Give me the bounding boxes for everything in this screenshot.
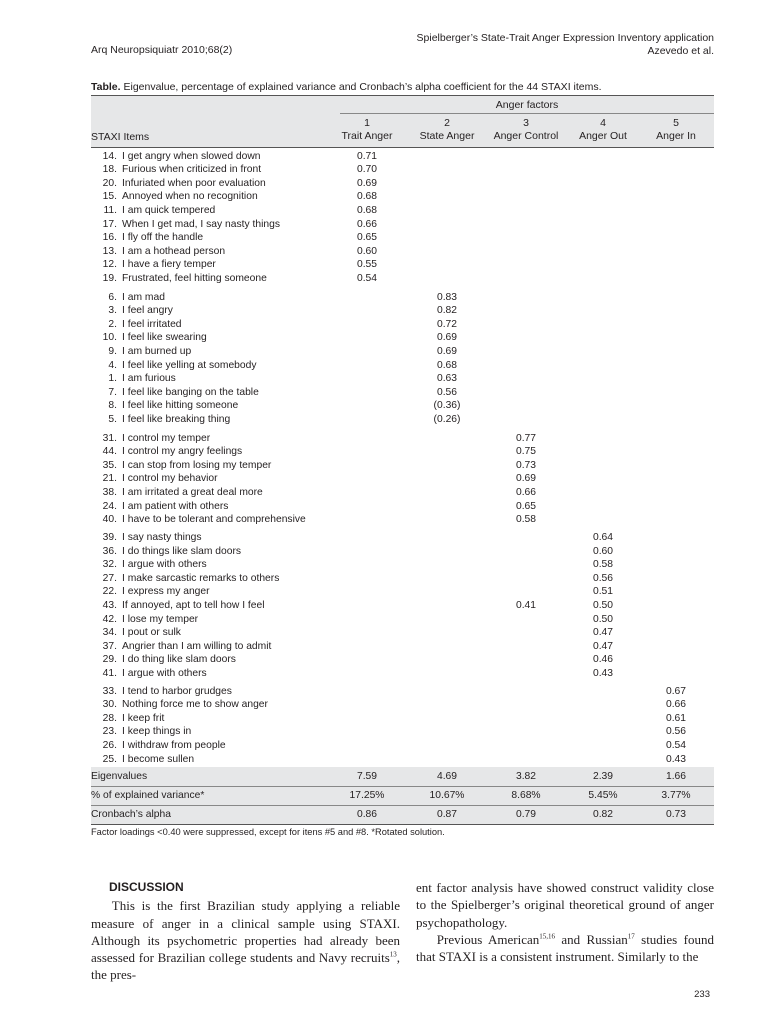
item-number: 20. <box>102 177 117 189</box>
factor-loading: 0.73 <box>515 459 537 471</box>
item-text: Frustrated, feel hitting someone <box>122 272 267 284</box>
item-number: 33. <box>102 685 117 697</box>
table-row <box>91 572 714 586</box>
factor-loading: 0.51 <box>592 586 614 598</box>
journal-citation: Arq Neuropsiquiatr 2010;68(2) <box>91 44 233 56</box>
factor-loading: 0.50 <box>592 613 614 625</box>
staxi-items-header: STAXI Items <box>91 131 150 143</box>
item-number: 10. <box>102 332 117 344</box>
item-text: I feel irritated <box>122 318 182 330</box>
factor-loading: 0.71 <box>356 150 378 162</box>
table-row <box>91 599 714 613</box>
item-text: I say nasty things <box>122 532 202 543</box>
item-number: 19. <box>102 272 117 284</box>
item-text: When I get mad, I say nasty things <box>122 218 280 230</box>
item-number: 25. <box>102 753 117 765</box>
table-row <box>91 413 714 427</box>
item-number: 5. <box>108 413 117 425</box>
discussion-heading: DISCUSSION <box>109 880 184 894</box>
table-row <box>91 150 714 164</box>
discussion-paragraph-1: This is the first Brazilian study applying a reliable measure of anger in a clinical sample using STAXI. Although its psychometric properties had already been assessed for Brazilian college students and Navy recruits$^{13}$, the pres- <box>91 898 400 983</box>
item-number: 18. <box>102 164 117 176</box>
summary-value: 2.39 <box>592 771 614 782</box>
item-number: 6. <box>108 291 117 303</box>
table-row <box>91 445 714 459</box>
table-row <box>91 685 714 699</box>
discussion-column-1 <box>91 879 400 984</box>
table-row <box>91 613 714 627</box>
factor-loading: (0.36) <box>433 400 461 412</box>
item-text: I am patient with others <box>122 500 229 512</box>
caption-label: Table. <box>91 81 121 93</box>
factor-loading: 0.72 <box>436 318 458 330</box>
item-text: I control my temper <box>122 432 211 444</box>
item-number: 8. <box>108 400 117 412</box>
item-text: I keep frit <box>122 712 165 724</box>
item-text: I fly off the handle <box>122 232 204 244</box>
summary-value: 5.45% <box>588 790 618 801</box>
item-text: Annoyed when no recognition <box>122 191 258 203</box>
item-number: 17. <box>102 218 117 230</box>
item-text: I get angry when slowed down <box>122 150 261 162</box>
item-text: Nothing force me to show anger <box>122 699 268 711</box>
factor-loading: 0.47 <box>592 640 614 652</box>
table-row <box>91 318 714 332</box>
item-number: 12. <box>102 259 117 271</box>
discussion-paragraph-3: Previous American$^{15,16}$ and Russian$^{17}$ studies found that STAXI is a consistent instrument. Similarly to the <box>416 931 714 965</box>
factor-number: 3 <box>523 117 529 129</box>
item-number: 4. <box>108 359 117 371</box>
factor-loading: 0.41 <box>515 600 537 611</box>
item-text: I have a fiery temper <box>122 259 216 271</box>
summary-value: 1.66 <box>665 771 687 782</box>
item-text: I have to be tolerant and comprehensive <box>122 514 306 526</box>
item-text: I become sullen <box>122 753 195 765</box>
article-title: Spielberger’s State-Trait Anger Expression Inventory application <box>416 32 714 44</box>
item-text: I do thing like slam doors <box>122 654 236 666</box>
table-row <box>91 231 714 245</box>
item-number: 9. <box>108 345 117 357</box>
item-text: I argue with others <box>122 668 207 679</box>
item-number: 14. <box>102 150 117 162</box>
item-text: I am a hothead person <box>122 245 226 257</box>
factor-name: Anger Out <box>579 129 627 142</box>
item-number: 37. <box>102 640 117 652</box>
table-row <box>91 432 714 446</box>
factor-loading: 0.55 <box>356 259 378 271</box>
table-row <box>91 486 714 500</box>
factor-name: Trait Anger <box>341 129 393 142</box>
table-row <box>91 531 714 545</box>
table-row <box>91 331 714 345</box>
item-number: 28. <box>102 712 117 724</box>
factor-loading: 0.66 <box>665 699 687 711</box>
item-text: Angrier than I am willing to admit <box>122 640 272 652</box>
factor-loading: 0.66 <box>515 486 537 498</box>
item-number: 38. <box>102 486 117 498</box>
factor-loading: 0.82 <box>436 305 458 317</box>
item-text: I express my anger <box>122 586 210 598</box>
item-text: If annoyed, apt to tell how I feel <box>122 600 265 611</box>
item-number: 29. <box>102 654 117 666</box>
anger-factors-header: Anger factors <box>495 99 559 111</box>
summary-value: 0.82 <box>592 809 614 820</box>
item-text: I can stop from losing my temper <box>122 459 272 471</box>
item-number: 7. <box>108 386 117 398</box>
item-text: I lose my temper <box>122 613 199 625</box>
item-number: 3. <box>108 305 117 317</box>
table-row <box>91 472 714 486</box>
table-row <box>91 725 714 739</box>
discussion-paragraph-2: ent factor analysis have showed construct validity close to the Spielberger’s original theoretical ground of anger psychopathology. <box>416 880 714 930</box>
summary-value: 17.25% <box>349 790 385 801</box>
item-text: I pout or sulk <box>122 627 181 639</box>
table-row <box>91 653 714 667</box>
summary-value: 3.77% <box>661 790 691 801</box>
factor-loading: 0.67 <box>665 685 687 697</box>
item-number: 35. <box>102 459 117 471</box>
item-number: 13. <box>102 245 117 257</box>
item-number: 16. <box>102 232 117 244</box>
factor-number: 5 <box>673 117 679 129</box>
factor-loading: 0.43 <box>592 668 614 679</box>
summary-label: % of explained variance* <box>91 790 205 801</box>
table-row <box>91 585 714 599</box>
factor-name: State Anger <box>419 129 475 142</box>
table-row <box>91 291 714 305</box>
item-text: I feel like yelling at somebody <box>122 359 257 371</box>
item-number: 30. <box>102 699 117 711</box>
item-number: 32. <box>102 559 117 571</box>
table-row <box>91 258 714 272</box>
table-row <box>91 190 714 204</box>
factor-loading: 0.58 <box>592 559 614 571</box>
item-text: I am mad <box>122 291 165 303</box>
summary-label: Eigenvalues <box>91 771 148 782</box>
table-row <box>91 739 714 753</box>
table-row <box>91 345 714 359</box>
table-row <box>91 372 714 386</box>
table-row <box>91 399 714 413</box>
table-row <box>91 753 714 767</box>
summary-value: 0.86 <box>356 809 378 820</box>
factor-loading: 0.69 <box>436 332 458 344</box>
item-text: I control my behavior <box>122 473 218 485</box>
item-text: Infuriated when poor evaluation <box>122 177 266 189</box>
item-text: I control my angry feelings <box>122 446 243 458</box>
factor-loading: 0.60 <box>592 545 614 557</box>
factor-loading: 0.56 <box>592 572 614 584</box>
factor-loading: 0.75 <box>515 446 537 458</box>
factor-loading: 0.56 <box>665 726 687 738</box>
item-text: I tend to harbor grudges <box>122 685 232 697</box>
factor-loading: 0.64 <box>592 532 614 543</box>
factor-loading: 0.69 <box>515 473 537 485</box>
item-text: I feel like swearing <box>122 332 207 344</box>
item-text: Furious when criticized in front <box>122 164 262 176</box>
factor-loading: 0.66 <box>356 218 378 230</box>
summary-label: Cronbach’s alpha <box>91 809 171 820</box>
table-footnote: Factor loadings <0.40 were suppressed, except for itens #5 and #8. *Rotated solution. <box>91 827 445 837</box>
table-row <box>91 218 714 232</box>
table-row <box>91 545 714 559</box>
summary-row <box>91 806 714 824</box>
authors: Azevedo et al. <box>647 45 714 57</box>
item-number: 23. <box>102 726 117 738</box>
factor-loading: 0.46 <box>592 654 614 666</box>
factor-loading: 0.68 <box>436 359 458 371</box>
summary-value: 7.59 <box>356 771 378 782</box>
table-row <box>91 712 714 726</box>
item-number: 44. <box>102 446 117 458</box>
summary-value: 0.79 <box>515 809 537 820</box>
factor-loading: 0.65 <box>356 232 378 244</box>
item-text: I argue with others <box>122 559 207 571</box>
table-row <box>91 272 714 286</box>
item-number: 15. <box>102 191 117 203</box>
factor-loading: 0.56 <box>436 386 458 398</box>
item-number: 11. <box>103 204 117 216</box>
factor-loading: 0.83 <box>436 291 458 303</box>
factor-loading: 0.60 <box>356 245 378 257</box>
caption-text: Eigenvalue, percentage of explained variance and Cronbach’s alpha coefficient for the 44 STAXI items. <box>120 81 602 93</box>
table-row <box>91 304 714 318</box>
item-number: 27. <box>102 572 117 584</box>
item-text: I am furious <box>122 373 176 385</box>
factor-loading: 0.43 <box>665 753 687 765</box>
summary-value: 3.82 <box>515 771 537 782</box>
table-row <box>91 386 714 400</box>
factor-loading: 0.47 <box>592 627 614 639</box>
factor-number: 1 <box>364 117 370 129</box>
table-row <box>91 698 714 712</box>
discussion-column-2 <box>416 879 714 965</box>
summary-value: 4.69 <box>436 771 458 782</box>
table-row <box>91 626 714 640</box>
item-number: 41. <box>102 668 117 679</box>
item-text: I am quick tempered <box>122 204 216 216</box>
item-number: 21. <box>102 473 117 485</box>
factor-loading: (0.26) <box>433 413 461 425</box>
item-number: 36. <box>102 545 117 557</box>
item-text: I make sarcastic remarks to others <box>122 572 280 584</box>
factor-loading: 0.69 <box>436 345 458 357</box>
factor-number: 4 <box>600 117 606 129</box>
factor-loading: 0.77 <box>515 432 537 444</box>
item-number: 39. <box>102 532 117 543</box>
item-text: I am irritated a great deal more <box>122 486 263 498</box>
factor-name: Anger Control <box>493 129 559 142</box>
item-text: I feel angry <box>122 305 173 317</box>
item-text: I keep things in <box>122 726 192 738</box>
summary-row <box>91 768 714 786</box>
table-row <box>91 500 714 514</box>
item-text: I feel like banging on the table <box>122 386 259 398</box>
factor-loading: 0.61 <box>665 712 687 724</box>
item-text: I feel like breaking thing <box>122 413 231 425</box>
summary-row <box>91 787 714 805</box>
table-row <box>91 667 714 681</box>
factor-loading: 0.69 <box>356 177 378 189</box>
table-row <box>91 513 714 527</box>
item-number: 22. <box>102 586 117 598</box>
item-number: 26. <box>102 739 117 751</box>
item-number: 43. <box>102 600 117 611</box>
table-row <box>91 204 714 218</box>
table-row <box>91 163 714 177</box>
item-text: I withdraw from people <box>122 739 226 751</box>
item-text: I feel like hitting someone <box>122 400 239 412</box>
factor-number: 2 <box>444 117 450 129</box>
item-number: 1. <box>108 373 117 385</box>
factor-loading: 0.50 <box>592 600 614 611</box>
table-row <box>91 459 714 473</box>
item-number: 2. <box>108 318 117 330</box>
factor-loading: 0.54 <box>665 739 687 751</box>
item-text: I am burned up <box>122 345 192 357</box>
page-number: 233 <box>694 989 710 1000</box>
table-row <box>91 245 714 259</box>
factor-name: Anger In <box>656 129 696 142</box>
item-number: 24. <box>102 500 117 512</box>
item-number: 34. <box>102 627 117 639</box>
table-row <box>91 177 714 191</box>
item-number: 31. <box>102 432 117 444</box>
table-row <box>91 640 714 654</box>
factor-loading: 0.63 <box>436 373 458 385</box>
table-row <box>91 359 714 373</box>
summary-value: 0.87 <box>436 809 458 820</box>
item-number: 42. <box>102 613 117 625</box>
summary-value: 10.67% <box>429 790 465 801</box>
item-number: 40. <box>102 514 117 526</box>
factor-loading: 0.68 <box>356 191 378 203</box>
factor-loading: 0.70 <box>356 164 378 176</box>
factor-loading: 0.54 <box>356 272 378 284</box>
factor-loading: 0.58 <box>515 514 537 526</box>
factor-loading: 0.68 <box>356 204 378 216</box>
table-row <box>91 558 714 572</box>
factor-loading: 0.65 <box>515 500 537 512</box>
summary-value: 0.73 <box>665 809 687 820</box>
summary-value: 8.68% <box>511 790 541 801</box>
item-text: I do things like slam doors <box>122 545 242 557</box>
